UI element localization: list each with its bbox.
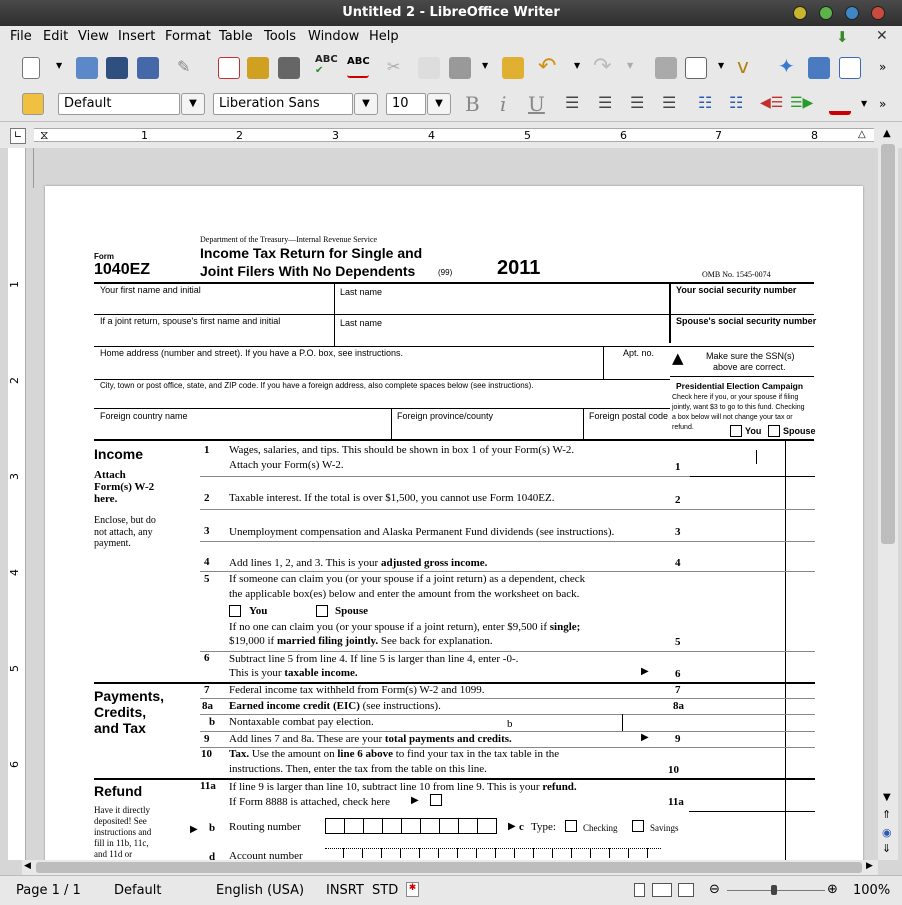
update-icon[interactable]: ⬇ (836, 28, 849, 46)
left-indent-marker[interactable]: ⧖ (40, 128, 49, 142)
line-7-text: Federal income tax withheld from Form(s) W-2 and 1099. (229, 684, 485, 696)
page-style[interactable]: Default (114, 883, 162, 898)
line-5-box-number: 5 (675, 636, 681, 648)
vruler-mark-3: 3 (8, 473, 21, 480)
form-title-1: Income Tax Return for Single and (200, 245, 423, 261)
pec-you-label: You (745, 426, 762, 436)
menu-tools[interactable]: Tools (264, 29, 297, 44)
deposit-note-4: fill in 11b, 11c, (94, 838, 149, 848)
line-8b-number: b (209, 716, 216, 728)
line-10-text-a: Tax. Use the amount on line 6 above to find your tax in the tax table in the (229, 748, 560, 760)
line-8a-number: 8a (202, 700, 213, 712)
spellcheck-icon[interactable]: ABC ✔ (315, 54, 338, 76)
redo-dropdown-icon[interactable]: ▼ (627, 61, 634, 70)
line-8b-text: Nontaxable combat pay election. (229, 716, 374, 728)
enclose-note-2: not attach, any (94, 527, 153, 538)
line-2-number: 2 (204, 492, 210, 504)
single-page-view-icon[interactable] (634, 883, 645, 897)
draw-functions-icon[interactable]: ⅴ (737, 54, 749, 78)
account-number-label: Account number (229, 850, 303, 860)
line-10-number: 10 (201, 748, 212, 760)
font-name-dropdown[interactable]: ▼ (354, 93, 378, 115)
deposit-note-1: Have it directly (94, 805, 150, 815)
line-5-number: 5 (204, 573, 210, 585)
vertical-scrollbar[interactable] (878, 126, 898, 860)
styles-icon[interactable] (22, 93, 44, 115)
font-name-select[interactable]: Liberation Sans (213, 93, 353, 115)
menu-window[interactable]: Window (308, 29, 360, 44)
routing-number-label: Routing number (229, 821, 301, 833)
insert-mode[interactable]: INSRT (326, 883, 364, 898)
line-5-you-checkbox[interactable] (229, 605, 241, 617)
pec-text-3: a box below will not change your tax or (672, 414, 793, 421)
form-label: Form (94, 252, 114, 261)
first-name-label: Your first name and initial (100, 285, 201, 295)
form-title-2: Joint Filers With No Dependents (200, 263, 416, 279)
copy-icon[interactable] (418, 57, 440, 79)
line-1-text-b: Attach your Form(s) W-2. (229, 459, 344, 471)
print-icon[interactable] (247, 57, 269, 79)
table-dropdown-icon[interactable]: ▼ (718, 61, 725, 70)
zoom-in-icon[interactable]: ⊕ (827, 882, 838, 897)
apt-label: Apt. no. (623, 348, 655, 358)
menu-edit[interactable]: Edit (43, 29, 69, 44)
undo-dropdown-icon[interactable]: ▼ (574, 61, 581, 70)
pec-text-4: refund. (672, 424, 694, 431)
line-9-arrow-icon: ▶ (641, 732, 649, 743)
attach-note-3: here. (94, 493, 118, 505)
ssn-arrow-icon: ▲ (672, 349, 684, 367)
city-label: City, town or post office, state, and ZIP code. If you have a foreign address, also complete spaces below (see instructions). (100, 381, 534, 390)
window-maximize-button[interactable] (819, 6, 833, 20)
menu-format[interactable]: Format (165, 29, 211, 44)
paragraph-style-select[interactable]: Default (58, 93, 180, 115)
line-4-box-number: 4 (675, 557, 681, 569)
hyperlink-icon[interactable] (655, 57, 677, 79)
underline-icon[interactable]: U (528, 92, 545, 116)
savings-checkbox[interactable] (632, 820, 644, 832)
save-as-icon[interactable] (137, 57, 159, 79)
line-3-number: 3 (204, 525, 210, 537)
menu-bar (0, 26, 902, 48)
line-11a-arrow-icon: ▶ (411, 795, 419, 806)
vruler-mark-5: 5 (8, 665, 21, 672)
payments-title-1: Payments, (94, 688, 165, 704)
line-1-box-number: 1 (675, 461, 681, 473)
document-modified-icon[interactable]: ✱ (406, 882, 419, 897)
document-area (27, 148, 878, 860)
vruler-mark-1: 1 (8, 281, 21, 288)
line-6-text-a: Subtract line 5 from line 4. If line 5 is larger than line 4, enter -0-. (229, 653, 519, 665)
save-icon[interactable] (106, 57, 128, 79)
line-9-box-number: 9 (675, 733, 681, 745)
numbering-icon[interactable]: ☷ (698, 93, 713, 112)
line-11a-text-a: If line 9 is larger than line 10, subtract line 10 from line 9. This is your refund. (229, 781, 577, 793)
enclose-note-3: payment. (94, 538, 131, 549)
formatting-toolbar (0, 86, 902, 122)
align-left-icon[interactable]: ☰ (565, 93, 580, 112)
zoom-out-icon[interactable]: ⊖ (709, 882, 720, 897)
justify-icon[interactable]: ☰ (662, 93, 677, 112)
document-page[interactable] (45, 186, 863, 860)
line-5-spouse-label: Spouse (335, 605, 369, 617)
window-close-button[interactable] (871, 6, 885, 20)
foreign-province-label: Foreign province/county (397, 411, 494, 421)
ssn-note-1: Make sure the SSN(s) (706, 351, 795, 361)
decrease-indent-icon[interactable]: ◀☰ (760, 95, 784, 111)
enclose-note-1: Enclose, but do (94, 515, 156, 526)
font-size-select[interactable]: 10 (386, 93, 426, 115)
clone-formatting-icon[interactable] (502, 57, 524, 79)
line-4-number: 4 (204, 556, 210, 568)
foreign-postal-label: Foreign postal code (589, 411, 669, 421)
line-3-box-number: 3 (675, 526, 681, 538)
line-7-number: 7 (204, 684, 210, 696)
font-size-dropdown[interactable]: ▼ (427, 93, 451, 115)
gallery-icon[interactable] (808, 57, 830, 79)
standard-toolbar (0, 48, 902, 86)
line-5-text-b: the applicable box(es) below and enter the amount from the worksheet on back. (229, 588, 580, 600)
checking-checkbox[interactable] (565, 820, 577, 832)
ruler-mark-2: 2 (236, 129, 243, 142)
toolbar-overflow-icon[interactable]: » (879, 60, 887, 74)
vruler-mark-2: 2 (8, 377, 21, 384)
line-10-box-number: 10 (668, 764, 679, 776)
form-8888-checkbox[interactable] (430, 794, 442, 806)
status-bar (0, 875, 902, 905)
checking-label: Checking (583, 823, 618, 833)
pec-text-1: Check here if you, or your spouse if filing (672, 394, 799, 401)
bullets-icon[interactable]: ☷ (729, 93, 744, 112)
line-1-number: 1 (204, 444, 210, 456)
refund-section-title: Refund (94, 783, 143, 799)
line-2-box-number: 2 (675, 494, 681, 506)
scroll-left-icon[interactable]: ◀ (24, 861, 31, 871)
window-title: Untitled 2 - LibreOffice Writer (342, 5, 560, 20)
form-number: 1040EZ (94, 261, 151, 278)
menu-insert[interactable]: Insert (118, 29, 156, 44)
table-icon[interactable] (685, 57, 707, 79)
payments-title-3: and Tax (94, 720, 146, 736)
redo-icon[interactable]: ↷ (593, 54, 612, 79)
ssn-note-2: above are correct. (713, 362, 786, 372)
line-10-text-b: instructions. Then, enter the tax from the table on this line. (229, 763, 487, 775)
line-11c-arrow-icon: ▶ (508, 821, 516, 832)
payments-title-2: Credits, (94, 704, 147, 720)
line-5-text-c: If no one can claim you (or your spouse if a joint return), enter $9,500 if single; (229, 621, 581, 633)
cut-icon[interactable]: ✂ (387, 57, 401, 76)
ruler-mark-5: 5 (524, 129, 531, 142)
pec-you-checkbox[interactable] (730, 425, 742, 437)
new-document-icon[interactable] (22, 57, 40, 79)
last-name-label: Last name (340, 287, 383, 297)
line-5-spouse-checkbox[interactable] (316, 605, 328, 617)
horizontal-scrollbar[interactable] (22, 860, 878, 875)
line-11a-number: 11a (200, 780, 216, 792)
page-indicator[interactable]: Page 1 / 1 (16, 883, 81, 898)
ruler-scale[interactable] (34, 128, 874, 142)
paste-icon[interactable] (449, 57, 471, 79)
increase-indent-icon[interactable]: ☰▶ (790, 95, 814, 111)
line-3-text: Unemployment compensation and Alaska Permanent Fund dividends (see instructions). (229, 526, 615, 538)
routing-number-boxes[interactable] (325, 818, 497, 834)
vruler-mark-4: 4 (8, 569, 21, 576)
deposit-note-2: deposited! See (94, 816, 147, 826)
align-center-icon[interactable]: ☰ (598, 93, 613, 112)
window-minimize-button[interactable] (793, 6, 807, 20)
right-indent-marker[interactable]: △ (858, 129, 866, 140)
zoom-slider-thumb[interactable] (771, 885, 777, 895)
line-11d-number: d (209, 851, 216, 860)
spouse-name-label: If a joint return, spouse's first name and initial (100, 316, 281, 326)
vruler-mark-6: 6 (8, 761, 21, 768)
line-11b-number: b (209, 822, 216, 834)
previous-page-icon[interactable]: ⇑ (882, 808, 892, 821)
line-6-text-b: This is your taxable income. (229, 667, 358, 679)
line-11b-arrow-icon: ▶ (190, 824, 198, 835)
line-4-text: Add lines 1, 2, and 3. This is your adjusted gross income. (229, 557, 488, 569)
line-5-you-label: You (249, 605, 268, 617)
edit-mode-icon[interactable]: ✎ (177, 57, 191, 76)
vertical-ruler[interactable] (8, 148, 26, 860)
align-right-icon[interactable]: ☰ (630, 93, 645, 112)
account-number-boxes[interactable] (325, 848, 661, 858)
page-corner-marks (33, 148, 34, 188)
next-page-icon[interactable]: ⇓ (882, 842, 892, 855)
line-9-text: Add lines 7 and 8a. These are your total payments and credits. (229, 733, 512, 745)
export-pdf-icon[interactable] (218, 57, 240, 79)
print-preview-icon[interactable] (278, 57, 300, 79)
ruler-mark-3: 3 (332, 129, 339, 142)
text-cursor (756, 450, 757, 464)
pec-spouse-checkbox[interactable] (768, 425, 780, 437)
line-11a-box-number: 11a (668, 796, 684, 808)
ruler-mark-6: 6 (620, 129, 627, 142)
ruler-mark-4: 4 (428, 129, 435, 142)
line-7-box-number: 7 (675, 684, 681, 696)
line-8a-text: Earned income credit (EIC) (see instructions). (229, 700, 441, 712)
line-8a-box-number: 8a (673, 700, 684, 712)
window-titlebar (0, 0, 902, 26)
paste-dropdown-icon[interactable]: ▼ (482, 61, 489, 70)
book-view-icon[interactable] (678, 883, 694, 897)
attach-note-1: Attach (94, 469, 126, 481)
font-color-dropdown-icon[interactable]: ▼ (861, 99, 868, 108)
line-11a-text-b: If Form 8888 is attached, check here (229, 796, 390, 808)
navigation-icon[interactable]: ◉ (882, 826, 892, 839)
income-section-title: Income (94, 446, 144, 462)
tab-type-button[interactable]: ∟ (10, 128, 26, 144)
scroll-up-icon[interactable]: ▲ (883, 128, 891, 139)
form-dept: Department of the Treasury—Internal Revenue Service (200, 235, 378, 244)
home-address-label: Home address (number and street). If you have a P.O. box, see instructions. (100, 348, 403, 358)
scroll-down-icon[interactable]: ▼ (883, 792, 891, 803)
window-restore-button[interactable] (845, 6, 859, 20)
pec-text-2: jointly, want $3 to go to this fund. Checking (672, 404, 805, 411)
spouse-ssn-label: Spouse's social security number (676, 316, 817, 326)
vertical-scroll-thumb[interactable] (881, 144, 895, 544)
account-type-label: Type: (531, 821, 556, 833)
autospell-icon[interactable]: ABC (347, 56, 369, 78)
italic-icon[interactable]: i (500, 92, 507, 116)
line-6-arrow-icon: ▶ (641, 666, 649, 677)
horizontal-scroll-thumb[interactable] (36, 862, 862, 873)
zoom-level[interactable]: 100% (853, 883, 891, 898)
bold-icon[interactable]: B (465, 92, 480, 116)
close-document-icon[interactable]: ✕ (876, 28, 888, 44)
language-indicator[interactable]: English (USA) (216, 883, 305, 898)
form-code: (99) (438, 268, 453, 277)
ruler-mark-8: 8 (811, 129, 818, 142)
form-year: 2011 (497, 257, 541, 279)
new-dropdown-icon[interactable]: ▼ (56, 61, 63, 70)
ruler-mark-7: 7 (715, 129, 722, 142)
line-1-text-a: Wages, salaries, and tips. This should be shown in box 1 of your Form(s) W-2. (229, 444, 575, 456)
open-icon[interactable] (76, 57, 98, 79)
line-5-text-d: $19,000 if married filing jointly. See back for explanation. (229, 635, 493, 647)
line-11c-number: c (519, 821, 524, 833)
paragraph-style-dropdown[interactable]: ▼ (181, 93, 205, 115)
horizontal-ruler[interactable] (0, 122, 902, 148)
ruler-mark-1: 1 (141, 129, 148, 142)
line-5-text-a: If someone can claim you (or your spouse if a joint return) as a dependent, check (229, 573, 586, 585)
pec-title: Presidential Election Campaign (676, 381, 804, 391)
foreign-country-label: Foreign country name (100, 411, 188, 421)
pec-spouse-label: Spouse (783, 426, 816, 436)
line-6-box-number: 6 (675, 668, 681, 680)
attach-note-2: Form(s) W-2 (94, 481, 155, 493)
multi-page-view-icon[interactable] (652, 883, 672, 897)
savings-label: Savings (650, 823, 679, 833)
line-6-number: 6 (204, 652, 210, 664)
deposit-note-3: instructions and (94, 827, 152, 837)
menu-file[interactable]: File (10, 29, 32, 44)
data-sources-icon[interactable] (839, 57, 861, 79)
menu-view[interactable]: View (78, 29, 109, 44)
deposit-note-5: and 11d or (94, 849, 133, 859)
line-2-text: Taxable interest. If the total is over $1,500, you cannot use Form 1040EZ. (229, 492, 555, 504)
font-color-icon[interactable] (829, 93, 851, 115)
format-overflow-icon[interactable]: » (879, 97, 887, 111)
undo-icon[interactable]: ↶ (538, 54, 557, 79)
menu-help[interactable]: Help (369, 29, 399, 44)
omb-number: OMB No. 1545-0074 (702, 270, 771, 279)
line-8b-box-label: b (507, 718, 513, 730)
scroll-right-icon[interactable]: ▶ (866, 861, 873, 871)
last-name-2-label: Last name (340, 318, 383, 328)
line-9-number: 9 (204, 733, 210, 745)
menu-table[interactable]: Table (219, 29, 253, 44)
navigator-icon[interactable]: ✦ (778, 54, 795, 78)
selection-mode[interactable]: STD (372, 883, 399, 898)
ssn-label: Your social security number (676, 285, 797, 295)
